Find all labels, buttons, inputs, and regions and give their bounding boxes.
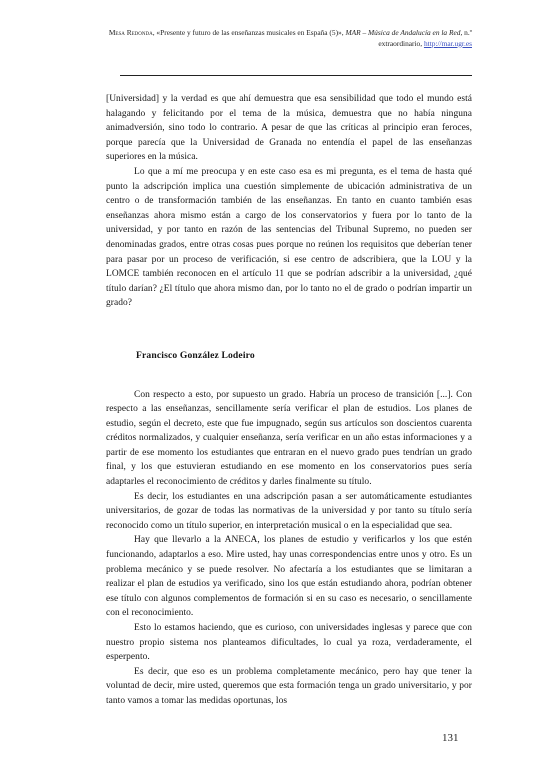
speaker-heading: Francisco González Lodeiro (136, 349, 255, 361)
body-paragraph: [Universidad] y la verdad es que ahí demuestra que esa sensibilidad que todo el mundo está halagando y felicitando por el tema de la música, demuestra que no había ninguna animadversión, sino todo lo contrario. A pesar de que las críticas al principio eran feroces, porque parecía que la Universidad de Granada no entendía el papel de las enseñanzas superiores en la música. (106, 94, 472, 163)
header-journal: MAR – Música de Andalucía en la Red (345, 28, 461, 37)
page-number: 131 (442, 732, 459, 744)
body-paragraph: Lo que a mí me preocupa y en este caso esa es mi pregunta, es el tema de hasta qué punto la adscripción implica una cuestión simplemente de ubicación administrativa de un centro o de transformación también de las enseñanzas. En tanto en cuanto también esas enseñanzas ahora mismo están a cargo de los conservatorios y fuera por lo tanto de la universidad, y por tanto en razón de las sentencias del Tribunal Supremo, no pueden ser denominadas grados, entre otras cosas pues porque no reúnen los requisitos que deberían tener para pasar por un proceso de verificación, si ese centro de adscribiera, que la LOU y la LOMCE también reconocen en el artículo 11 que se podrían adscribir a la universidad, ¿qué título darían? ¿El título que ahora mismo dan, por lo tanto no el de grado o podrían impartir un grado? (106, 166, 472, 309)
body-paragraph: Hay que llevarlo a la ANECA, los planes de estudio y verificarlos y los que estén funcionando, adaptarlos a eso. Mire usted, hay unas correspondencias entre unos y otro. Es un problema mecánico y se puede resolver. No afectaría a los estudiantes que se limitaran a realizar el plan de estudios ya verificado, sino los que están estudiando ahora, podrían obtener ese título con algunos complementos de formación si en su caso es necesario, o sencillamente con el reconocimiento. (106, 535, 472, 619)
article-body (106, 92, 472, 709)
body-paragraph: Esto lo estamos haciendo, que es curioso, con universidades inglesas y parece que con nuestro propio sistema nos planteamos dificultades, lo cual ya roza, verdaderamente, el esperpento. (106, 623, 472, 663)
header-divider (120, 75, 472, 76)
running-header (100, 28, 472, 49)
header-url-link[interactable]: http://mar.ugr.es (423, 38, 472, 48)
body-paragraph: Es decir, que eso es un problema completamente mecánico, pero hay que tener la voluntad de decir, mire usted, queremos que esta formación tenga un grado universitario, y por tanto vamos a tomar las medidas oportunas, los (106, 666, 472, 706)
header-author: Mesa Redonda (108, 28, 153, 37)
body-paragraph: Con respecto a esto, por supuesto un grado. Habría un proceso de transición [...]. Con respecto a las enseñanzas, sencillamente sería verificar el plan de estudios. Los planes de estudio, según el decreto, este que fue impugnado, según sus artículos son doscientos cuarenta créditos normalizados, y cualquier enseñanza, sería verificar en un año estas informaciones y a partir de ese momento los estudiantes que entraran en el nuevo grado pues tendrían un grado final, y los que estuvieran estudiando en ese momento en los conservatorios pues sería adaptarles el reconocimiento de créditos y darles finalmente su título. (106, 389, 472, 488)
body-paragraph: Es decir, los estudiantes en una adscripción pasan a ser automáticamente estudiantes universitarios, de gozar de todas las normativas de la universidad y por tanto su título sería reconocido como un título superior, en interpretación musical o en la especialidad que sea. (106, 491, 472, 531)
header-title: , «Presente y futuro de las enseñanzas musicales en España (5)», (152, 28, 346, 37)
header-issue: , n.º extraordinario, (378, 28, 472, 48)
